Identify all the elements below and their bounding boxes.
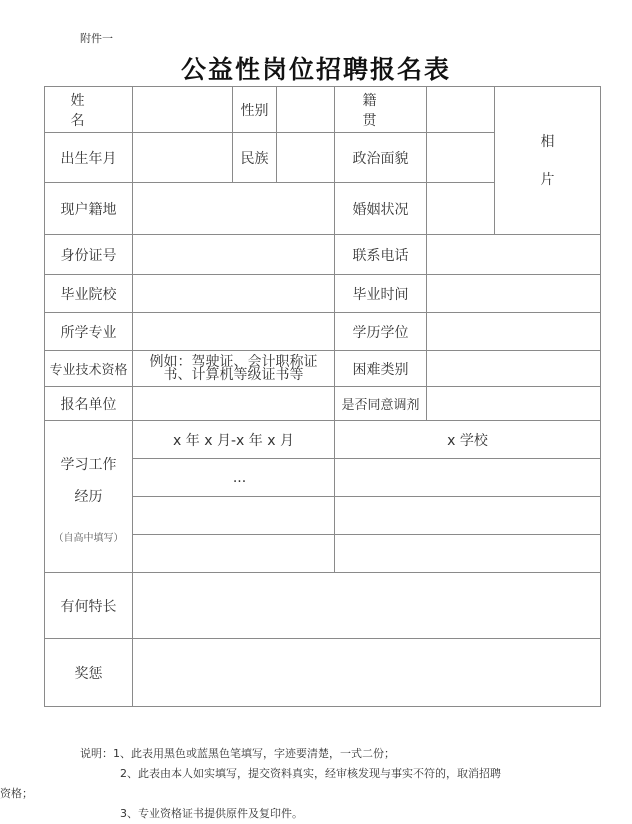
label-birth: 出生年月 xyxy=(45,133,133,183)
photo-box[interactable] xyxy=(495,87,601,235)
exp-school-3[interactable] xyxy=(335,497,601,535)
label-marital: 婚姻状况 xyxy=(335,183,427,235)
label-degree: 学历学位 xyxy=(335,313,427,351)
label-gender: 性别 xyxy=(233,87,277,133)
field-rewards[interactable] xyxy=(133,639,601,707)
label-grad-time: 毕业时间 xyxy=(335,275,427,313)
field-apply-unit[interactable] xyxy=(133,387,335,421)
note-line-3: 3、专业资格证书提供原件及复印件。 xyxy=(120,807,303,820)
field-specialty[interactable] xyxy=(133,573,601,639)
label-political-status: 政治面貌 xyxy=(335,133,427,183)
label-school: 毕业院校 xyxy=(45,275,133,313)
label-name: 姓 名 xyxy=(45,87,133,133)
label-specialty: 有何特长 xyxy=(45,573,133,639)
experience-label-2: 经历 xyxy=(74,489,103,505)
label-household: 现户籍地 xyxy=(45,183,133,235)
photo-label-1: 相 xyxy=(540,133,555,150)
field-marital[interactable] xyxy=(427,183,495,235)
label-agree-adjust: 是否同意调剂 xyxy=(335,387,427,421)
exp-period-1[interactable]: x 年 x 月-x 年 x 月 xyxy=(133,421,335,459)
exp-school-2[interactable] xyxy=(335,459,601,497)
form-title: 公益性岗位招聘报名表 xyxy=(180,55,451,84)
label-id-number: 身份证号 xyxy=(45,235,133,275)
field-degree[interactable] xyxy=(427,313,601,351)
field-birth[interactable] xyxy=(133,133,233,183)
field-name[interactable] xyxy=(133,87,233,133)
field-ethnicity[interactable] xyxy=(277,133,335,183)
registration-form-table xyxy=(44,86,601,707)
photo-label-2: 片 xyxy=(540,171,555,188)
field-native-place[interactable] xyxy=(427,87,495,133)
label-phone: 联系电话 xyxy=(335,235,427,275)
notes xyxy=(0,744,580,824)
exp-period-3[interactable] xyxy=(133,497,335,535)
label-major: 所学专业 xyxy=(45,313,133,351)
attachment-label: 附件一 xyxy=(80,32,113,45)
field-household[interactable] xyxy=(133,183,335,235)
field-major[interactable] xyxy=(133,313,335,351)
field-qualification[interactable]: 例如：驾驶证、会计职称证书、计算机等级证书等 xyxy=(133,351,335,387)
exp-school-4[interactable] xyxy=(335,535,601,573)
exp-school-1[interactable]: x 学校 xyxy=(335,421,601,459)
field-phone[interactable] xyxy=(427,235,601,275)
label-qualification: 专业技术资格 xyxy=(45,351,133,387)
exp-period-2[interactable]: ... xyxy=(133,459,335,497)
label-rewards: 奖惩 xyxy=(45,639,133,707)
label-ethnicity: 民族 xyxy=(233,133,277,183)
experience-hint: （自高中填写） xyxy=(53,533,124,544)
experience-label-1: 学习工作 xyxy=(60,457,117,473)
field-political-status[interactable] xyxy=(427,133,495,183)
label-apply-unit: 报名单位 xyxy=(45,387,133,421)
exp-period-4[interactable] xyxy=(133,535,335,573)
note-line-1: 说明：1、此表用黑色或蓝黑色笔填写，字迹要清楚，一式二份； xyxy=(80,747,395,760)
field-gender[interactable] xyxy=(277,87,335,133)
field-agree-adjust[interactable] xyxy=(427,387,601,421)
field-id-number[interactable] xyxy=(133,235,335,275)
label-hardship-type: 困难类别 xyxy=(335,351,427,387)
field-school[interactable] xyxy=(133,275,335,313)
note-line-2-cont: 资格； xyxy=(0,787,33,800)
label-experience xyxy=(45,421,133,573)
note-line-2: 2、此表由本人如实填写，提交资料真实，经审核发现与事实不符的，取消招聘 xyxy=(120,767,501,780)
label-native-place: 籍 贯 xyxy=(335,87,427,133)
field-hardship-type[interactable] xyxy=(427,351,601,387)
field-grad-time[interactable] xyxy=(427,275,601,313)
